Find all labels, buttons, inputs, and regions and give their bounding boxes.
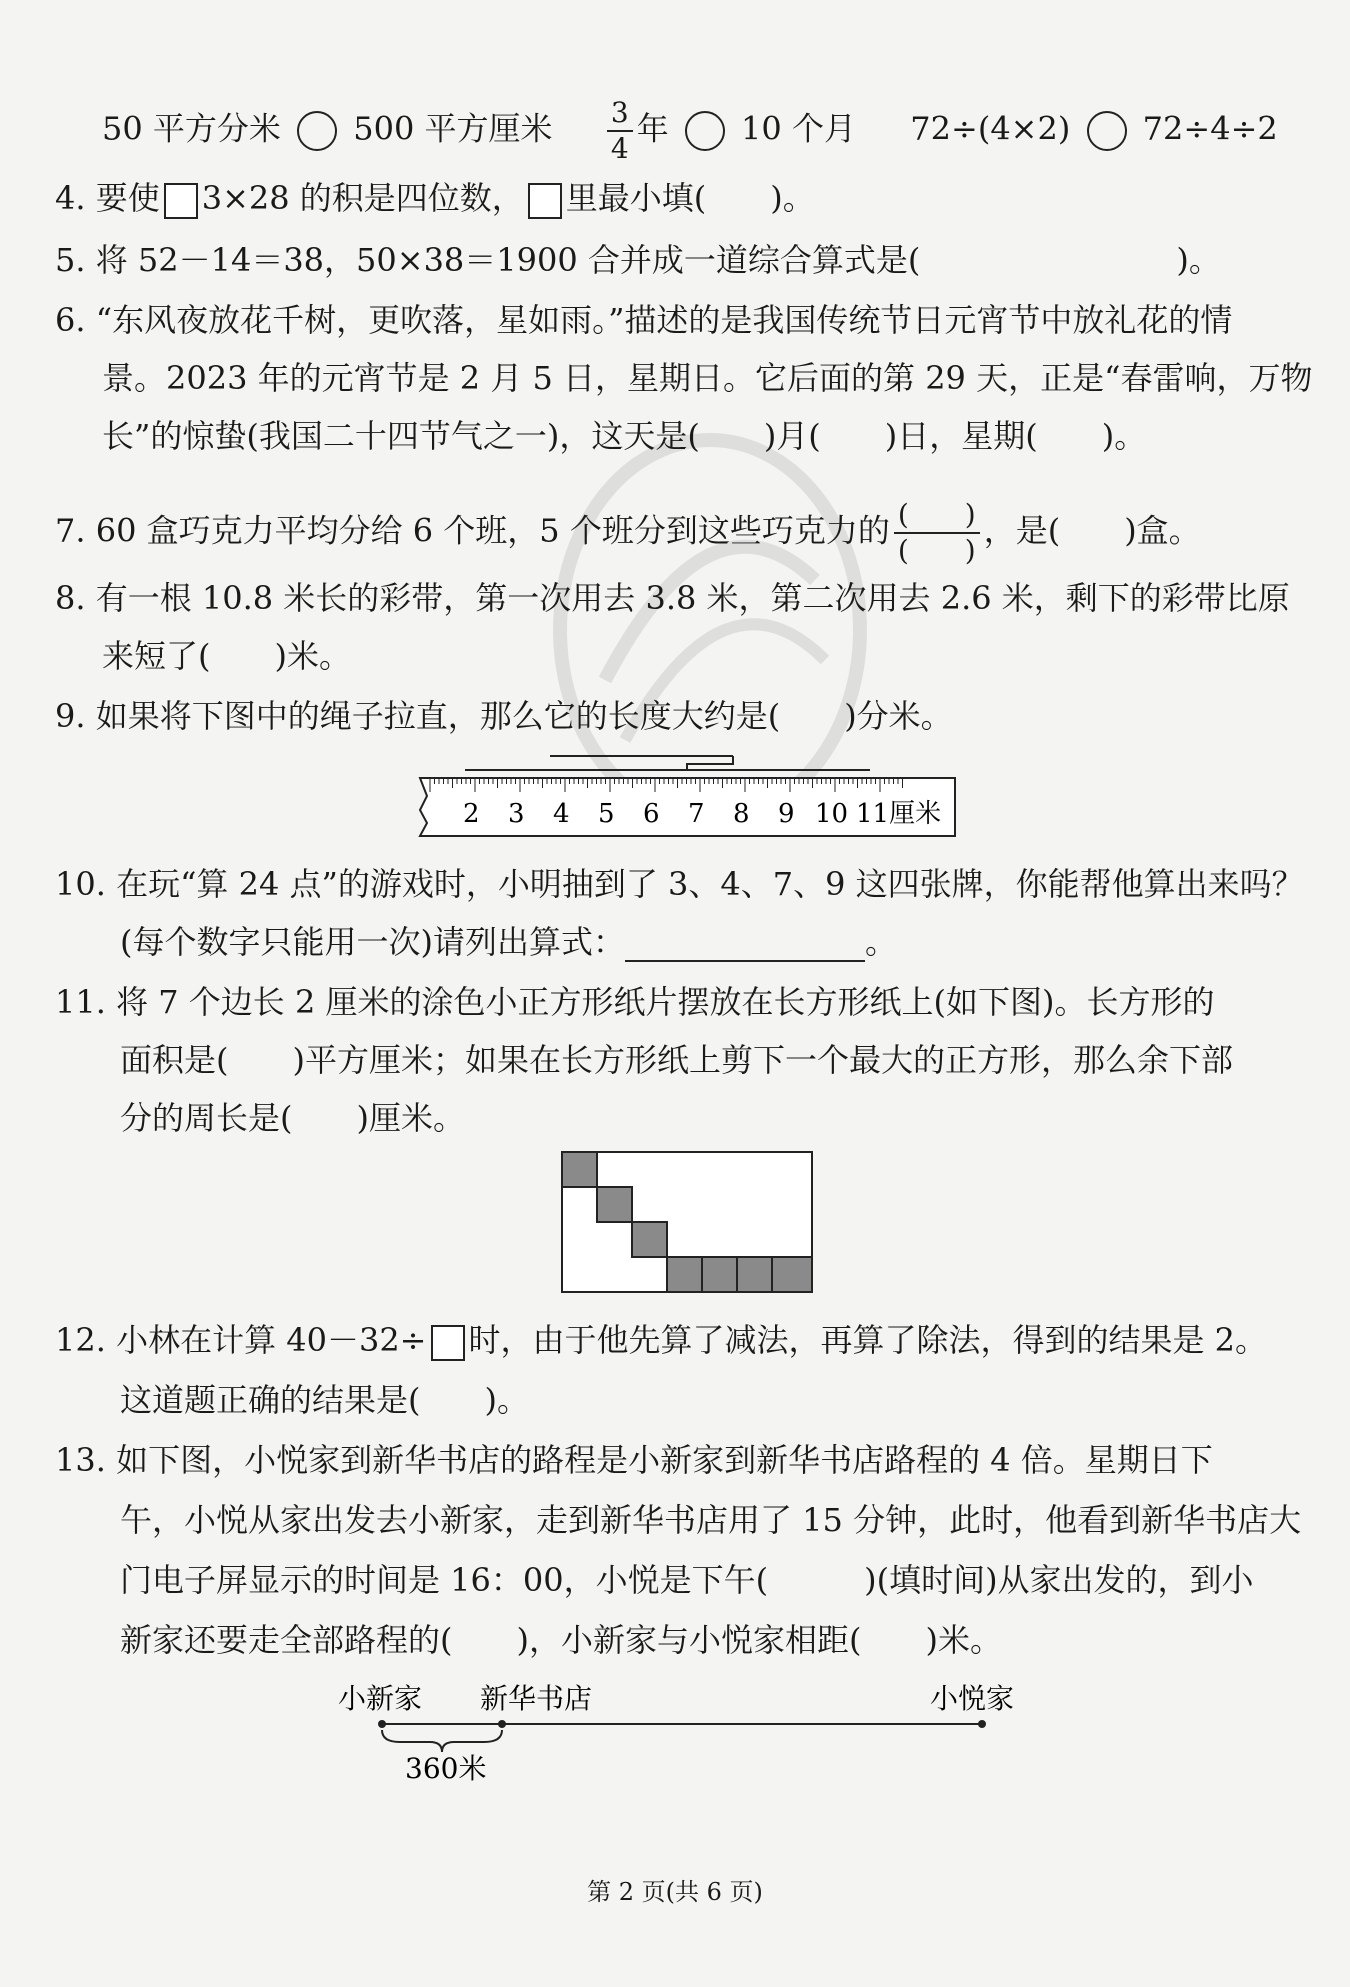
- question-number: 10.: [55, 865, 106, 903]
- point-bookstore: [498, 1720, 506, 1728]
- question-8-line-1: [55, 578, 1290, 618]
- route-diagram: [330, 1672, 1050, 1782]
- question-12-line-1: [55, 1320, 1267, 1361]
- q3-c-left: 72÷(4×2): [910, 109, 1071, 148]
- question-number: 4.: [55, 179, 86, 217]
- question-9: [55, 696, 953, 736]
- ruler-label: 4: [553, 799, 570, 829]
- distance-brace: [382, 1730, 502, 1752]
- answer-line[interactable]: [625, 930, 865, 962]
- q12-text-post: 时，由于他先算了减法，再算了除法，得到的结果是 2。: [468, 1321, 1268, 1359]
- question-12-line-2: 这道题正确的结果是( )。: [120, 1381, 529, 1419]
- answer-box[interactable]: [431, 1325, 465, 1361]
- ruler-label: 6: [643, 799, 660, 829]
- ruler-label: 7: [688, 799, 705, 829]
- ruler-label: 11厘米: [856, 799, 942, 829]
- q10-text-pre: (每个数字只能用一次)请列出算式：: [120, 923, 625, 961]
- ruler-label: 8: [733, 799, 750, 829]
- q3-c-right: 72÷4÷2: [1142, 109, 1278, 148]
- question-10-line-1: [55, 864, 1304, 904]
- label-xiaoxin-home: 小新家: [338, 1682, 423, 1715]
- q5-text: 将 52－14＝38，50×38＝1900 合并成一道综合算式是( )。: [95, 241, 1221, 279]
- question-number: 8.: [55, 579, 86, 617]
- rope: [465, 756, 870, 770]
- q8-text: 有一根 10.8 米长的彩带，第一次用去 3.8 米，第二次用去 2.6 米，剩下的彩带比原: [95, 579, 1290, 617]
- q7-text-pre: 60 盒巧克力平均分给 6 个班，5 个班分到这些巧克力的: [95, 511, 890, 550]
- q7-fraction-blank[interactable]: [894, 498, 980, 568]
- question-6-line-1: [55, 300, 1232, 340]
- page-footer: 第 2 页(共 6 页): [587, 1878, 763, 1906]
- fraction-top-blank: ( ): [894, 498, 980, 534]
- fraction-bottom-blank: ( ): [897, 534, 976, 567]
- question-13-line-1: [55, 1440, 1213, 1480]
- q6-text: “东风夜放花千树，更吹落，星如雨。”描述的是我国传统节日元宵节中放礼花的情: [95, 301, 1233, 339]
- answer-box[interactable]: [164, 183, 198, 219]
- shaded-square: [632, 1222, 667, 1257]
- compare-circle-a[interactable]: [297, 111, 337, 151]
- question-10-line-2: [120, 922, 897, 962]
- ruler-label: 2: [463, 799, 480, 829]
- ruler-label: 3: [508, 799, 525, 829]
- q13-text: 如下图，小悦家到新华书店的路程是小新家到新华书店路程的 4 倍。星期日下: [116, 1441, 1213, 1479]
- fraction-numerator: 3: [607, 96, 633, 132]
- answer-box[interactable]: [528, 183, 562, 219]
- shaded-square: [702, 1257, 737, 1292]
- fraction-denominator: 4: [610, 132, 629, 165]
- question-13-line-2: 午，小悦从家出发去小新家，走到新华书店用了 15 分钟，此时，他看到新华书店大: [120, 1501, 1302, 1539]
- q10-text-post: 。: [864, 923, 897, 961]
- shaded-square: [667, 1257, 702, 1292]
- question-number: 6.: [55, 301, 86, 339]
- question-6-line-2: 景。2023 年的元宵节是 2 月 5 日，星期日。它后面的第 29 天，正是“春雷响，万物: [102, 359, 1313, 397]
- question-11-line-1: [55, 982, 1214, 1022]
- shaded-square: [772, 1257, 812, 1292]
- q3-fraction: [607, 96, 633, 166]
- question-number: 12.: [55, 1321, 106, 1359]
- question-8-line-2: 来短了( )米。: [102, 637, 351, 675]
- q7-text-post: ，是( )盒。: [983, 511, 1201, 550]
- point-xiaoyue-home: [978, 1720, 986, 1728]
- label-xiaoyue-home: 小悦家: [930, 1682, 1015, 1715]
- label-xinhua-bookstore: 新华书店: [480, 1682, 593, 1715]
- question-13-line-4: 新家还要走全部路程的( )，小新家与小悦家相距( )米。: [120, 1621, 1002, 1659]
- q4-text-pre: 要使: [95, 179, 160, 217]
- q3-a-left: 50 平方分米: [102, 109, 281, 148]
- shaded-square: [562, 1152, 597, 1187]
- question-number: 9.: [55, 697, 86, 735]
- rectangle-squares-figure: [560, 1150, 816, 1296]
- q3-compare-row: [102, 96, 1278, 166]
- shaded-square: [737, 1257, 772, 1292]
- point-xiaoxin-home: [378, 1720, 386, 1728]
- q12-text-pre: 小林在计算 40－32÷: [116, 1321, 427, 1359]
- question-number: 5.: [55, 241, 86, 279]
- question-number: 13.: [55, 1441, 106, 1479]
- q4-text-post: 里最小填( )。: [565, 179, 815, 217]
- q3-b-unit: 年: [636, 109, 669, 148]
- question-6-line-3: 长”的惊蛰(我国二十四节气之一)，这天是( )月( )日，星期( )。: [102, 417, 1147, 455]
- q10-text: 在玩“算 24 点”的游戏时，小明抽到了 3、4、7、9 这四张牌，你能帮他算出来吗？: [116, 865, 1304, 903]
- q11-text: 将 7 个边长 2 厘米的涂色小正方形纸片摆放在长方形纸上(如下图)。长方形的: [116, 983, 1215, 1021]
- question-number: 11.: [55, 983, 106, 1021]
- q4-text-mid: 3×28 的积是四位数，: [201, 179, 524, 217]
- question-11-line-2: 面积是( )平方厘米；如果在长方形纸上剪下一个最大的正方形，那么余下部: [120, 1041, 1233, 1079]
- q9-text: 如果将下图中的绳子拉直，那么它的长度大约是( )分米。: [95, 697, 953, 735]
- question-number: 7.: [55, 511, 86, 550]
- ruler-label: 9: [778, 799, 795, 829]
- question-7: [55, 498, 1201, 568]
- question-13-line-3: 门电子屏显示的时间是 16：00，小悦是下午( )(填时间)从家出发的，到小: [120, 1561, 1254, 1599]
- q3-b-right: 10 个月: [741, 109, 856, 148]
- compare-circle-b[interactable]: [685, 111, 725, 151]
- question-11-line-3: 分的周长是( )厘米。: [120, 1099, 465, 1137]
- compare-circle-c[interactable]: [1087, 111, 1127, 151]
- question-5: [55, 240, 1221, 280]
- ruler-figure: [415, 748, 965, 848]
- ruler-label: 5: [598, 799, 615, 829]
- question-4: [55, 178, 815, 219]
- shaded-square: [597, 1187, 632, 1222]
- distance-label: 360米: [405, 1752, 487, 1782]
- ruler-label: 10: [815, 799, 849, 829]
- q3-a-right: 500 平方厘米: [353, 109, 553, 148]
